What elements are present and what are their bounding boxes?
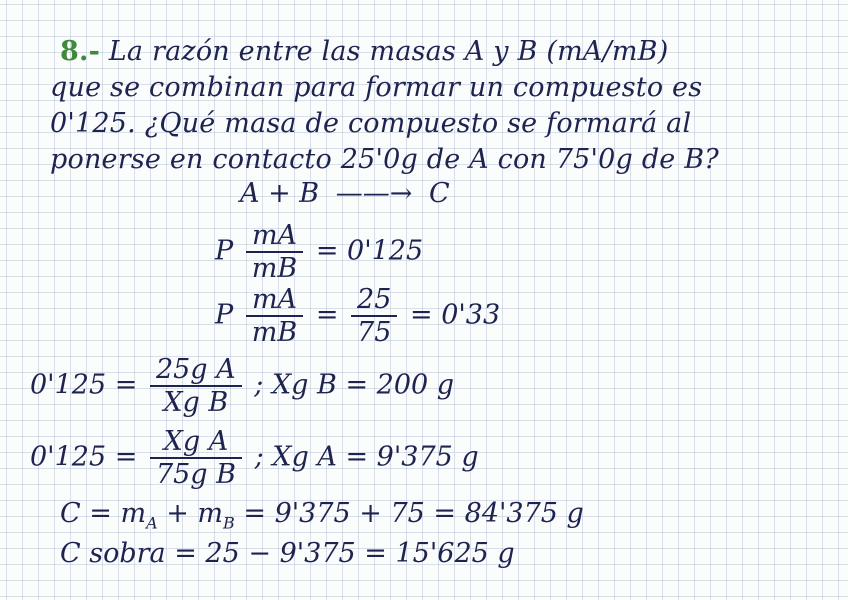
- ratio2-denominator: mB: [251, 317, 298, 348]
- ratio-line-1: [215, 222, 423, 282]
- mass-c-sub-a: A: [146, 513, 158, 533]
- problem-text-1: La razón entre las masas A y B (mA/mB): [108, 36, 669, 67]
- calc2-left: 0'125 =: [30, 441, 138, 473]
- calc-line-2: [30, 428, 479, 488]
- ratio2-fraction: [246, 286, 303, 346]
- calc-line-1: [30, 356, 454, 416]
- ratio2-equals: =: [315, 299, 339, 331]
- ratio1-numerator: mA: [246, 222, 303, 253]
- mass-c-lead: C = m: [60, 498, 147, 529]
- ratio2-value-numerator: 25: [351, 286, 397, 317]
- ratio2-result: = 0'33: [409, 299, 501, 331]
- reaction-arrow: ——→: [335, 178, 413, 209]
- reaction-equation: [240, 180, 450, 207]
- leftover-line: [60, 540, 515, 567]
- mass-c-line: [60, 500, 584, 531]
- ratio1-fraction: [246, 222, 303, 282]
- ratio-line-2: [215, 286, 500, 346]
- leftover-text: C sobra = 25 − 9'375 = 15'625 g: [60, 538, 515, 569]
- problem-line-2: [50, 74, 702, 101]
- problem-number: 8.-: [60, 36, 100, 67]
- ratio1-prefix: P: [215, 235, 234, 267]
- calc2-numerator: Xg A: [150, 428, 242, 459]
- calc1-fraction: [150, 356, 242, 416]
- ratio2-prefix: P: [215, 299, 234, 331]
- ratio2-numerator: mA: [246, 286, 303, 317]
- reaction-left: A + B: [240, 178, 320, 209]
- calc2-denominator: 75g B: [155, 459, 237, 490]
- mass-c-rest: = 9'375 + 75 = 84'375 g: [234, 498, 584, 529]
- problem-line-1: [60, 38, 668, 65]
- mass-c-sub-b: B: [223, 513, 235, 533]
- calc1-left: 0'125 =: [30, 369, 138, 401]
- problem-text-4: ponerse en contacto 25'0g de A con 75'0g de B?: [50, 144, 719, 175]
- calc2-result: ; Xg A = 9'375 g: [254, 441, 479, 473]
- problem-text-2: que se combinan para formar un compuesto es: [50, 72, 703, 103]
- mass-c-plus: + m: [157, 498, 224, 529]
- ratio1-result: = 0'125: [315, 235, 424, 267]
- problem-line-3: [50, 110, 691, 137]
- reaction-right: C: [428, 178, 450, 209]
- ratio1-denominator: mB: [251, 253, 298, 284]
- problem-text-3: 0'125. ¿Qué masa de compuesto se formará al: [50, 108, 692, 139]
- ratio2-value-denominator: 75: [357, 317, 392, 348]
- calc1-numerator: 25g A: [150, 356, 242, 387]
- problem-line-4: [50, 146, 719, 173]
- calc1-result: ; Xg B = 200 g: [254, 369, 455, 401]
- ratio2-value-fraction: [351, 286, 397, 346]
- calc1-denominator: Xg B: [163, 387, 229, 418]
- calc2-fraction: [150, 428, 242, 488]
